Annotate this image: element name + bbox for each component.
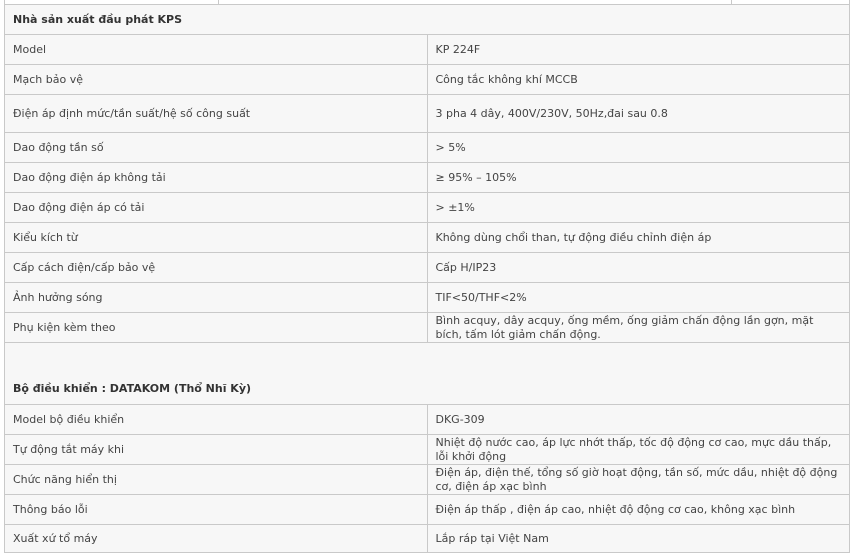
spec-value: 3 pha 4 dây, 400V/230V, 50Hz,đai sau 0.8	[427, 95, 850, 133]
spec-label: Model	[5, 35, 428, 65]
spec-label: Kiểu kích từ	[5, 223, 428, 253]
column-divider	[731, 0, 732, 4]
table-row	[5, 193, 850, 223]
spec-value: Bình acquy, dây acquy, ống mềm, ống giảm chấn động lần gợn, mặt bích, tấm lót giảm chấn động.	[427, 313, 850, 343]
spec-value: DKG-309	[427, 405, 850, 435]
table-row	[5, 163, 850, 193]
spec-value: Không dùng chổi than, tự động điều chỉnh điện áp	[427, 223, 850, 253]
spec-label: Xuất xứ tổ máy	[5, 525, 428, 553]
table-row	[5, 283, 850, 313]
spec-value: Công tắc không khí MCCB	[427, 65, 850, 95]
spec-label: Mạch bảo vệ	[5, 65, 428, 95]
spec-value: > ±1%	[427, 193, 850, 223]
spec-value: Điện áp, điện thế, tổng số giờ hoạt động, tần số, mức dầu, nhiệt độ động cơ, điện áp xạc bình	[427, 465, 850, 495]
spec-label: Điện áp định mức/tần suất/hệ số công suất	[5, 95, 428, 133]
spec-sheet	[4, 0, 850, 553]
spec-label: Phụ kiện kèm theo	[5, 313, 428, 343]
section-header-row	[5, 5, 850, 35]
table-top-edge	[4, 0, 850, 4]
spec-value: TIF<50/THF<2%	[427, 283, 850, 313]
table-row	[5, 465, 850, 495]
section-title-controller: Bộ điều khiển : DATAKOM (Thổ Nhĩ Kỳ)	[5, 343, 850, 405]
spec-label: Model bộ điều khiển	[5, 405, 428, 435]
table-row	[5, 35, 850, 65]
spec-label: Cấp cách điện/cấp bảo vệ	[5, 253, 428, 283]
table-row	[5, 313, 850, 343]
spec-label: Thông báo lỗi	[5, 495, 428, 525]
table-row	[5, 525, 850, 553]
spec-table	[4, 4, 850, 553]
spec-label: Tự động tắt máy khi	[5, 435, 428, 465]
table-row	[5, 223, 850, 253]
table-row	[5, 95, 850, 133]
column-divider	[218, 0, 219, 4]
table-row	[5, 253, 850, 283]
spec-label: Dao động tần số	[5, 133, 428, 163]
spec-value: ≥ 95% – 105%	[427, 163, 850, 193]
section-title-generator: Nhà sản xuất đầu phát KPS	[5, 5, 850, 35]
spec-value: > 5%	[427, 133, 850, 163]
spec-value: KP 224F	[427, 35, 850, 65]
spec-value: Điện áp thấp , điện áp cao, nhiệt độ động cơ cao, không xạc bình	[427, 495, 850, 525]
table-row	[5, 65, 850, 95]
spec-label: Dao động điện áp không tải	[5, 163, 428, 193]
spec-label: Chức năng hiển thị	[5, 465, 428, 495]
spec-value: Lắp ráp tại Việt Nam	[427, 525, 850, 553]
table-row	[5, 495, 850, 525]
spec-value: Cấp H/IP23	[427, 253, 850, 283]
table-row	[5, 133, 850, 163]
spec-value: Nhiệt độ nước cao, áp lực nhớt thấp, tốc độ động cơ cao, mực dầu thấp, lỗi khởi động	[427, 435, 850, 465]
table-row	[5, 435, 850, 465]
table-row	[5, 405, 850, 435]
section-header-row	[5, 343, 850, 405]
spec-label: Dao động điện áp có tải	[5, 193, 428, 223]
spec-label: Ảnh hưởng sóng	[5, 283, 428, 313]
